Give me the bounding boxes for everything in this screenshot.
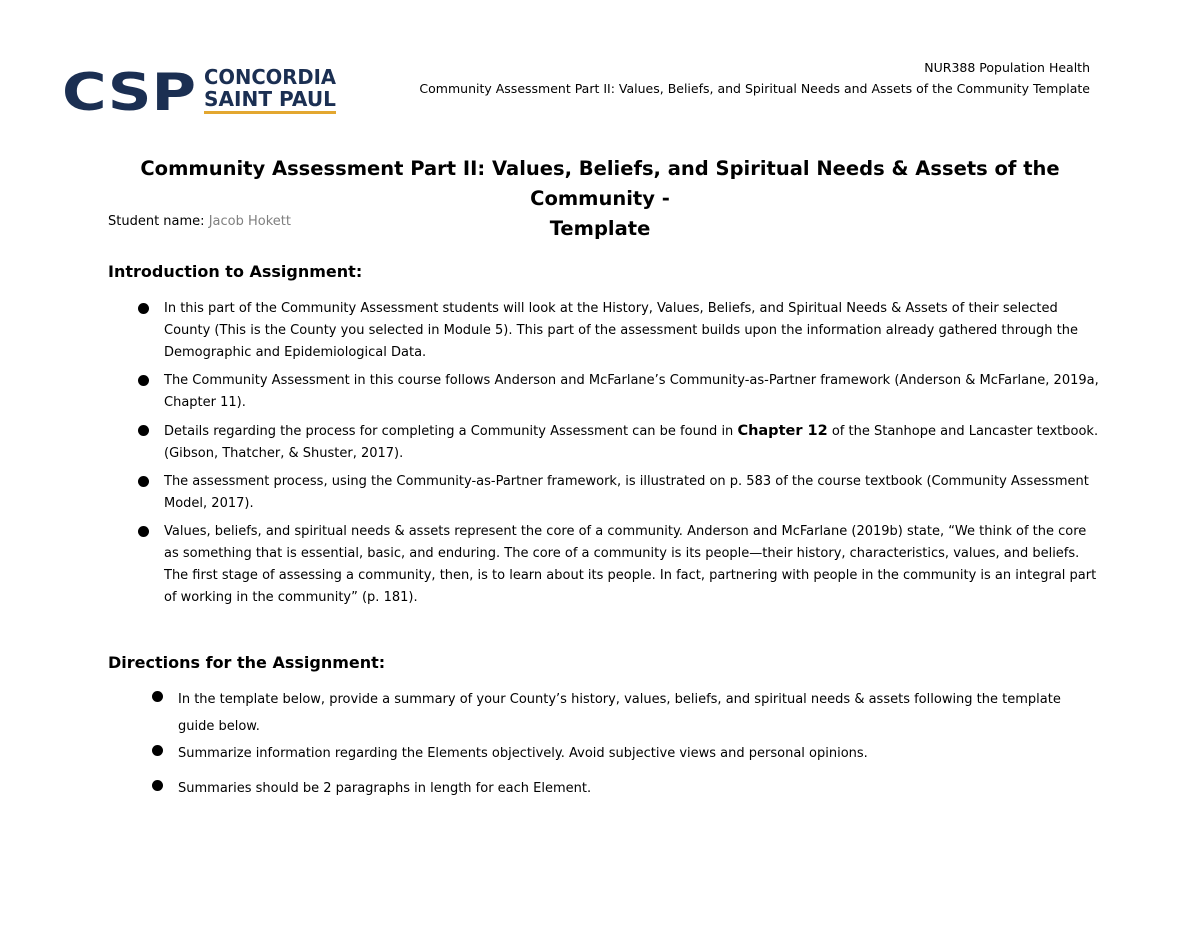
directions-list [178, 686, 1098, 802]
page-header [419, 57, 1090, 99]
csp-logo-name-line2: SAINT PAUL [204, 87, 337, 111]
introduction-list [164, 298, 1104, 615]
introduction-item: The assessment process, using the Community-as-Partner framework, is illustrated on p. 583 of the course textbook (Community Assessment Model, 2017). [164, 471, 1104, 515]
document-title-line2: Template [549, 217, 651, 240]
csp-logo-name-line1: CONCORDIA [204, 65, 337, 89]
introduction-item-text: Details regarding the process for completing a Community Assessment can be found in [164, 424, 738, 439]
directions-item: Summaries should be 2 paragraphs in length for each Element. [178, 775, 1098, 802]
directions-item: Summarize information regarding the Elements objectively. Avoid subjective views and personal opinions. [178, 740, 1098, 767]
introduction-item: In this part of the Community Assessment students will look at the History, Values, Beliefs, and Spiritual Needs & Assets of their selected County (This is the County you selected in Module 5). This part of the assessment builds upon the information already gathered through the Demographic and Epidemiological Data. [164, 298, 1104, 364]
student-name-value: Jacob Hokett [208, 214, 291, 229]
student-name-label: Student name: [108, 214, 205, 229]
directions-item: In the template below, provide a summary of your County’s history, values, beliefs, and spiritual needs & assets following the template guide below. [178, 686, 1098, 740]
student-name-row [108, 214, 291, 229]
introduction-item-text: of the Stanhope and Lancaster textbook. (Gibson, Thatcher, & Shuster, 2017). [164, 424, 1099, 461]
introduction-heading: Introduction to Assignment: [108, 262, 363, 281]
csp-logo-mark: CSP [62, 63, 196, 118]
introduction-item: Values, beliefs, and spiritual needs & assets represent the core of a community. Anderson and McFarlane (2019b) state, “We think of the core as something that is essential, basic, and enduring. The core of a community is its people—their history, characteristics, values, and beliefs. The first stage of assessing a community, then, is to learn about its people. In fact, partnering with people in the community is an integral part of working in the community” (p. 181). [164, 521, 1104, 609]
csp-logo [62, 60, 338, 118]
course-name: NUR388 Population Health [924, 60, 1090, 75]
document-title [100, 154, 1100, 244]
directions-heading: Directions for the Assignment: [108, 653, 386, 672]
document-title-line1: Community Assessment Part II: Values, Beliefs, and Spiritual Needs & Assets of the Community - [140, 157, 1060, 210]
introduction-item [164, 420, 1104, 465]
introduction-item: The Community Assessment in this course follows Anderson and McFarlane’s Community-as-Partner framework (Anderson & McFarlane, 2019a, Chapter 11). [164, 370, 1104, 414]
csp-logo-gold-rule [204, 111, 336, 114]
chapter-reference: Chapter 12 [737, 423, 828, 439]
header-template-title: Community Assessment Part II: Values, Beliefs, and Spiritual Needs and Assets of the Community Template [419, 81, 1090, 96]
